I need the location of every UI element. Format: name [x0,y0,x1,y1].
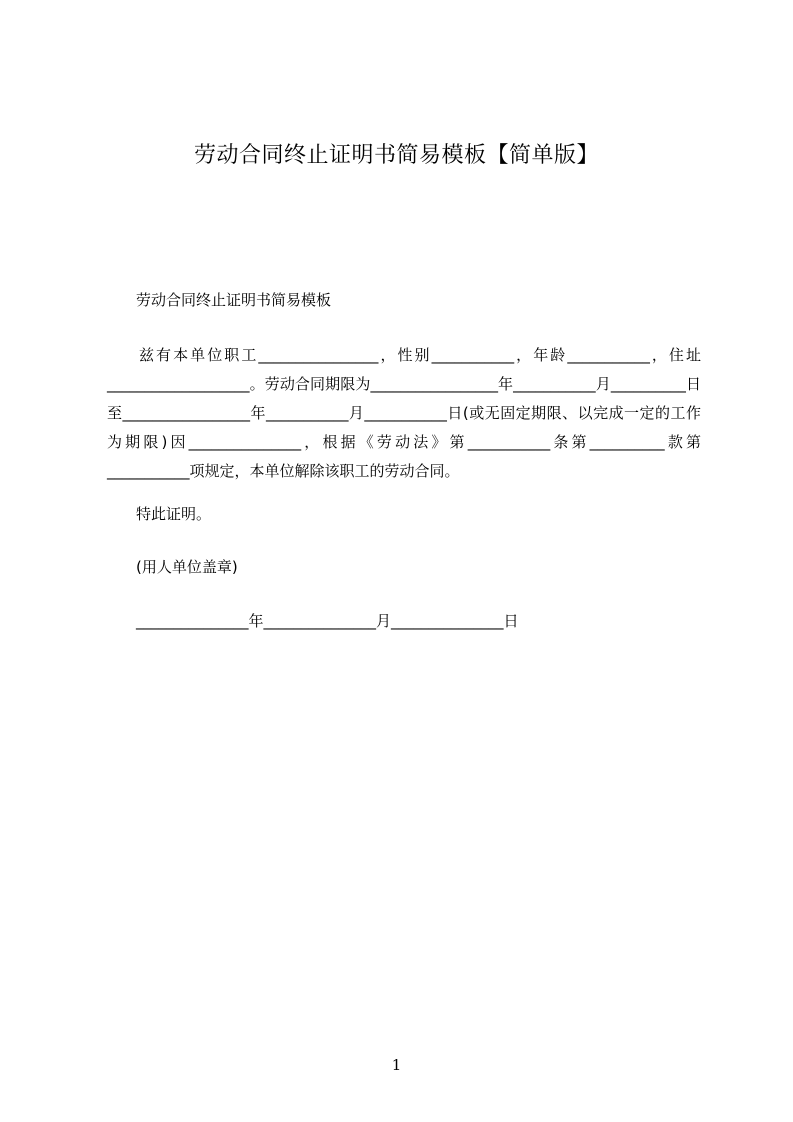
page-number: 1 [391,1056,402,1074]
certificate-body-paragraph: 兹有本单位职工________________，性别___________，年龄___________，住址___________________。劳动合同期限为_________________年___________月__________日至_________________年___________月___________日(或无固定期限、以完成一定的工作为期限)因_______________，根据《劳动法》第___________条第__________款第___________项规定，本单位解除该职工的劳动合同。 [107,346,701,480]
document-subtitle: 劳动合同终止证明书简易模板 [136,291,332,309]
date-line: _______________年_______________月_______________日 [136,612,519,630]
closing-statement: 特此证明。 [136,505,212,523]
document-title: 劳动合同终止证明书简易模板【简单版】 [193,143,599,168]
seal-note: (用人单位盖章) [136,558,238,576]
